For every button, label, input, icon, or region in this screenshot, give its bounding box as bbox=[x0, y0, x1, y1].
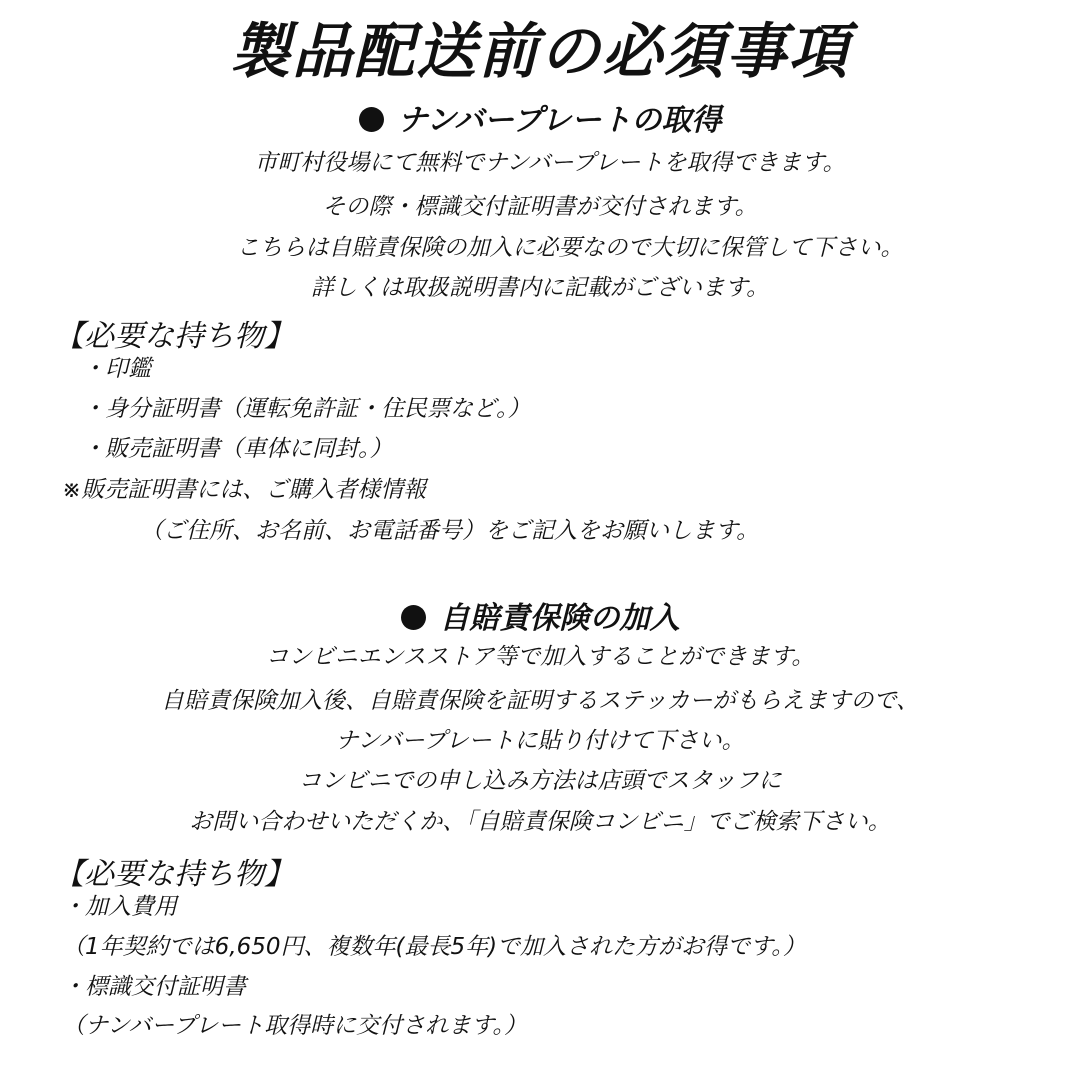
section2-line-1: コンビニエンスストア等で加入することができます。 bbox=[265, 644, 815, 670]
required-items-heading: 【必要な持ち物】 bbox=[54, 319, 294, 354]
required-item-detail: （1年契約では6,650円、複数年(最長5年)で加入された方がお得です。） bbox=[62, 934, 806, 960]
section2-line-4: コンビニでの申し込み方法は店頭でスタッフに bbox=[298, 768, 782, 794]
section1-line-4: 詳しくは取扱説明書内に記載がございます。 bbox=[310, 275, 770, 301]
bullet-dot-icon bbox=[359, 107, 384, 132]
section1-line-2: その際・標識交付証明書が交付されます。 bbox=[322, 194, 758, 220]
required-item: ・標識交付証明書 bbox=[62, 974, 246, 1000]
section-heading-number-plate bbox=[0, 103, 1080, 138]
required-item: ・販売証明書（車体に同封。） bbox=[82, 436, 393, 462]
section1-line-3: こちらは自賠責保険の加入に必要なので大切に保管して下さい。 bbox=[236, 235, 904, 261]
section-heading-label: ナンバープレートの取得 bbox=[397, 103, 722, 138]
section2-line-2: 自賠責保険加入後、自賠責保険を証明するステッカーがもらえますので、 bbox=[160, 688, 920, 714]
section-heading-label: 自賠責保険の加入 bbox=[439, 601, 680, 636]
note-line: ※販売証明書には、ご購入者様情報 bbox=[62, 477, 427, 503]
section2-line-3: ナンバープレートに貼り付けて下さい。 bbox=[335, 728, 745, 754]
required-item: ・印鑑 bbox=[82, 356, 151, 382]
page-title: 製品配送前の必須事項 bbox=[230, 17, 850, 87]
required-item: ・加入費用 bbox=[62, 894, 177, 920]
bullet-dot-icon bbox=[401, 605, 426, 630]
section1-line-1: 市町村役場にて無料でナンバープレートを取得できます。 bbox=[254, 150, 846, 176]
section2-line-5: お問い合わせいただくか、「自賠責保険コンビニ」でご検索下さい。 bbox=[189, 809, 891, 835]
section-heading-insurance bbox=[0, 601, 1080, 636]
note-line: （ご住所、お名前、お電話番号）をご記入をお願いします。 bbox=[140, 518, 760, 544]
required-item: ・身分証明書（運転免許証・住民票など。） bbox=[82, 396, 531, 422]
required-item-detail: （ナンバープレート取得時に交付されます。） bbox=[62, 1013, 527, 1039]
required-items-heading: 【必要な持ち物】 bbox=[54, 857, 294, 892]
